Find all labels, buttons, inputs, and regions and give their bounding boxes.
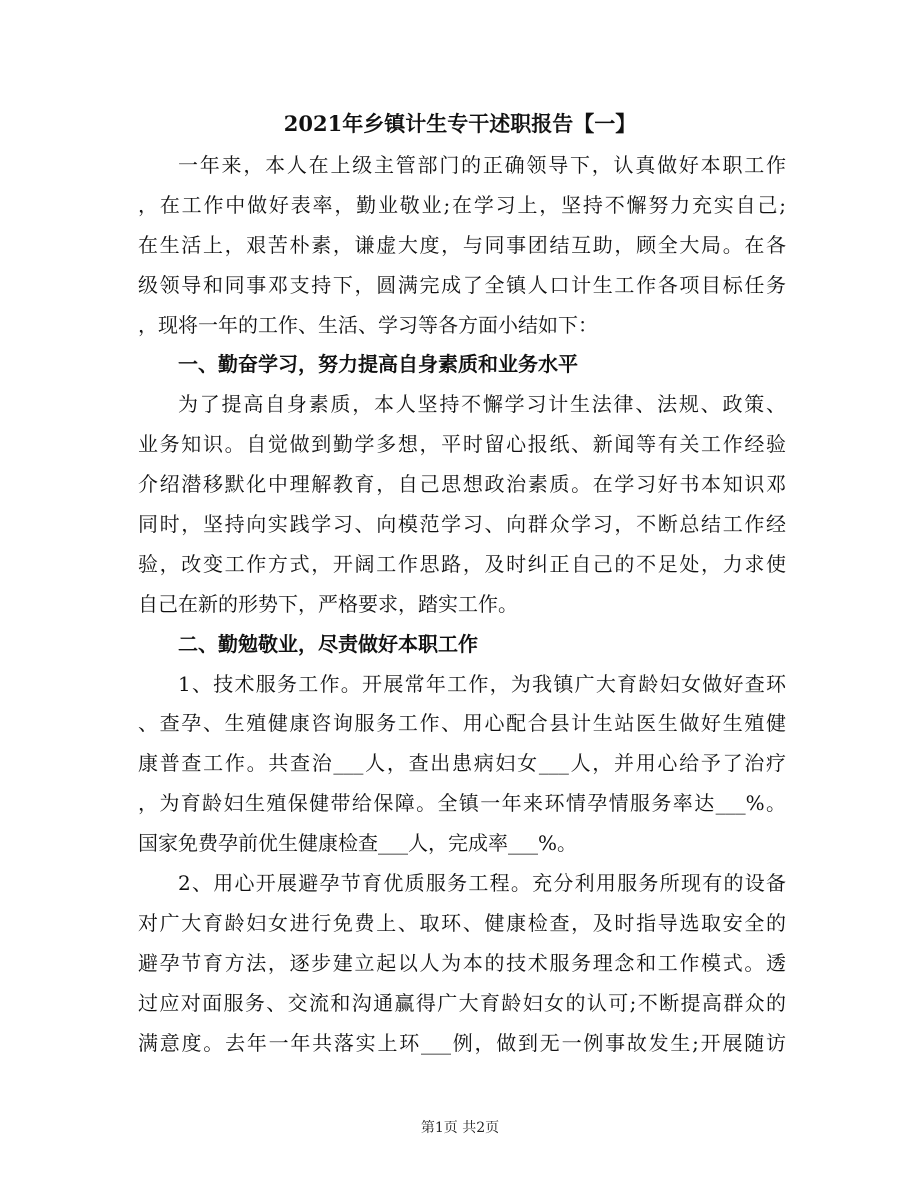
paragraph-line: ，现将一年的工作、生活、学习等各方面小结如下： (138, 312, 598, 337)
paragraph-line: 为了提高自身素质，本人坚持不懈学习计生法律、法规、政策、 (178, 392, 786, 417)
paragraph-line: 介绍潜移默化中理解教育，自己思想政治素质。在学习好书本知识邓 (138, 472, 786, 497)
document-body (138, 146, 786, 1063)
paragraph-line: 、查孕、生殖健康咨询服务工作、用心配合县计生站医生做好生殖健 (138, 711, 786, 736)
paragraph-line: 康普查工作。共查治___人，查出患病妇女___人，并用心给予了治疗 (138, 751, 786, 776)
paragraph-line: 验，改变工作方式，开阔工作思路，及时纠正自己的不足处，力求使 (138, 551, 786, 576)
paragraph-line: 国家免费孕前优生健康检查___人，完成率___%。 (138, 831, 578, 856)
page-number-footer: 第1页 共2页 (420, 1120, 500, 1136)
paragraph-line: 满意度。去年一年共落实上环___例，做到无一例事故发生;开展随访 (138, 1030, 786, 1055)
section-heading-2: 二、勤勉敬业，尽责做好本职工作 (178, 631, 478, 656)
paragraph-line: 一年来，本人在上级主管部门的正确领导下，认真做好本职工作 (178, 153, 786, 177)
paragraph-line: ，在工作中做好表率，勤业敬业;在学习上，坚持不懈努力充实自己; (138, 192, 786, 217)
paragraph-line: 过应对面服务、交流和沟通赢得广大育龄妇女的认可;不断提高群众的 (138, 990, 786, 1015)
paragraph-line: 2、用心开展避孕节育优质服务工程。充分利用服务所现有的设备 (178, 871, 786, 896)
paragraph-line: 级领导和同事邓支持下，圆满完成了全镇人口计生工作各项目标任务 (138, 272, 786, 297)
paragraph-line: 同时，坚持向实践学习、向模范学习、向群众学习，不断总结工作经 (138, 512, 786, 537)
paragraph-line: 1、技术服务工作。开展常年工作，为我镇广大育龄妇女做好查环 (178, 671, 786, 696)
document-title: 2021年乡镇计生专干述职报告【一】 (283, 111, 637, 136)
paragraph-line: 自己在新的形势下，严格要求，踏实工作。 (138, 591, 518, 616)
paragraph-line: 对广大育龄妇女进行免费上、取环、健康检查，及时指导选取安全的 (138, 910, 786, 935)
paragraph-line: 在生活上，艰苦朴素，谦虚大度，与同事团结互助，顾全大局。在各 (138, 232, 786, 257)
section-heading-1: 一、勤奋学习，努力提高自身素质和业务水平 (178, 352, 578, 377)
paragraph-line: 业务知识。自觉做到勤学多想，平时留心报纸、新闻等有关工作经验 (138, 432, 786, 457)
paragraph-line: ，为育龄妇生殖保健带给保障。全镇一年来环情孕情服务率达___%。 (138, 791, 786, 816)
paragraph-line: 避孕节育方法，逐步建立起以人为本的技术服务理念和工作模式。透 (138, 950, 786, 975)
